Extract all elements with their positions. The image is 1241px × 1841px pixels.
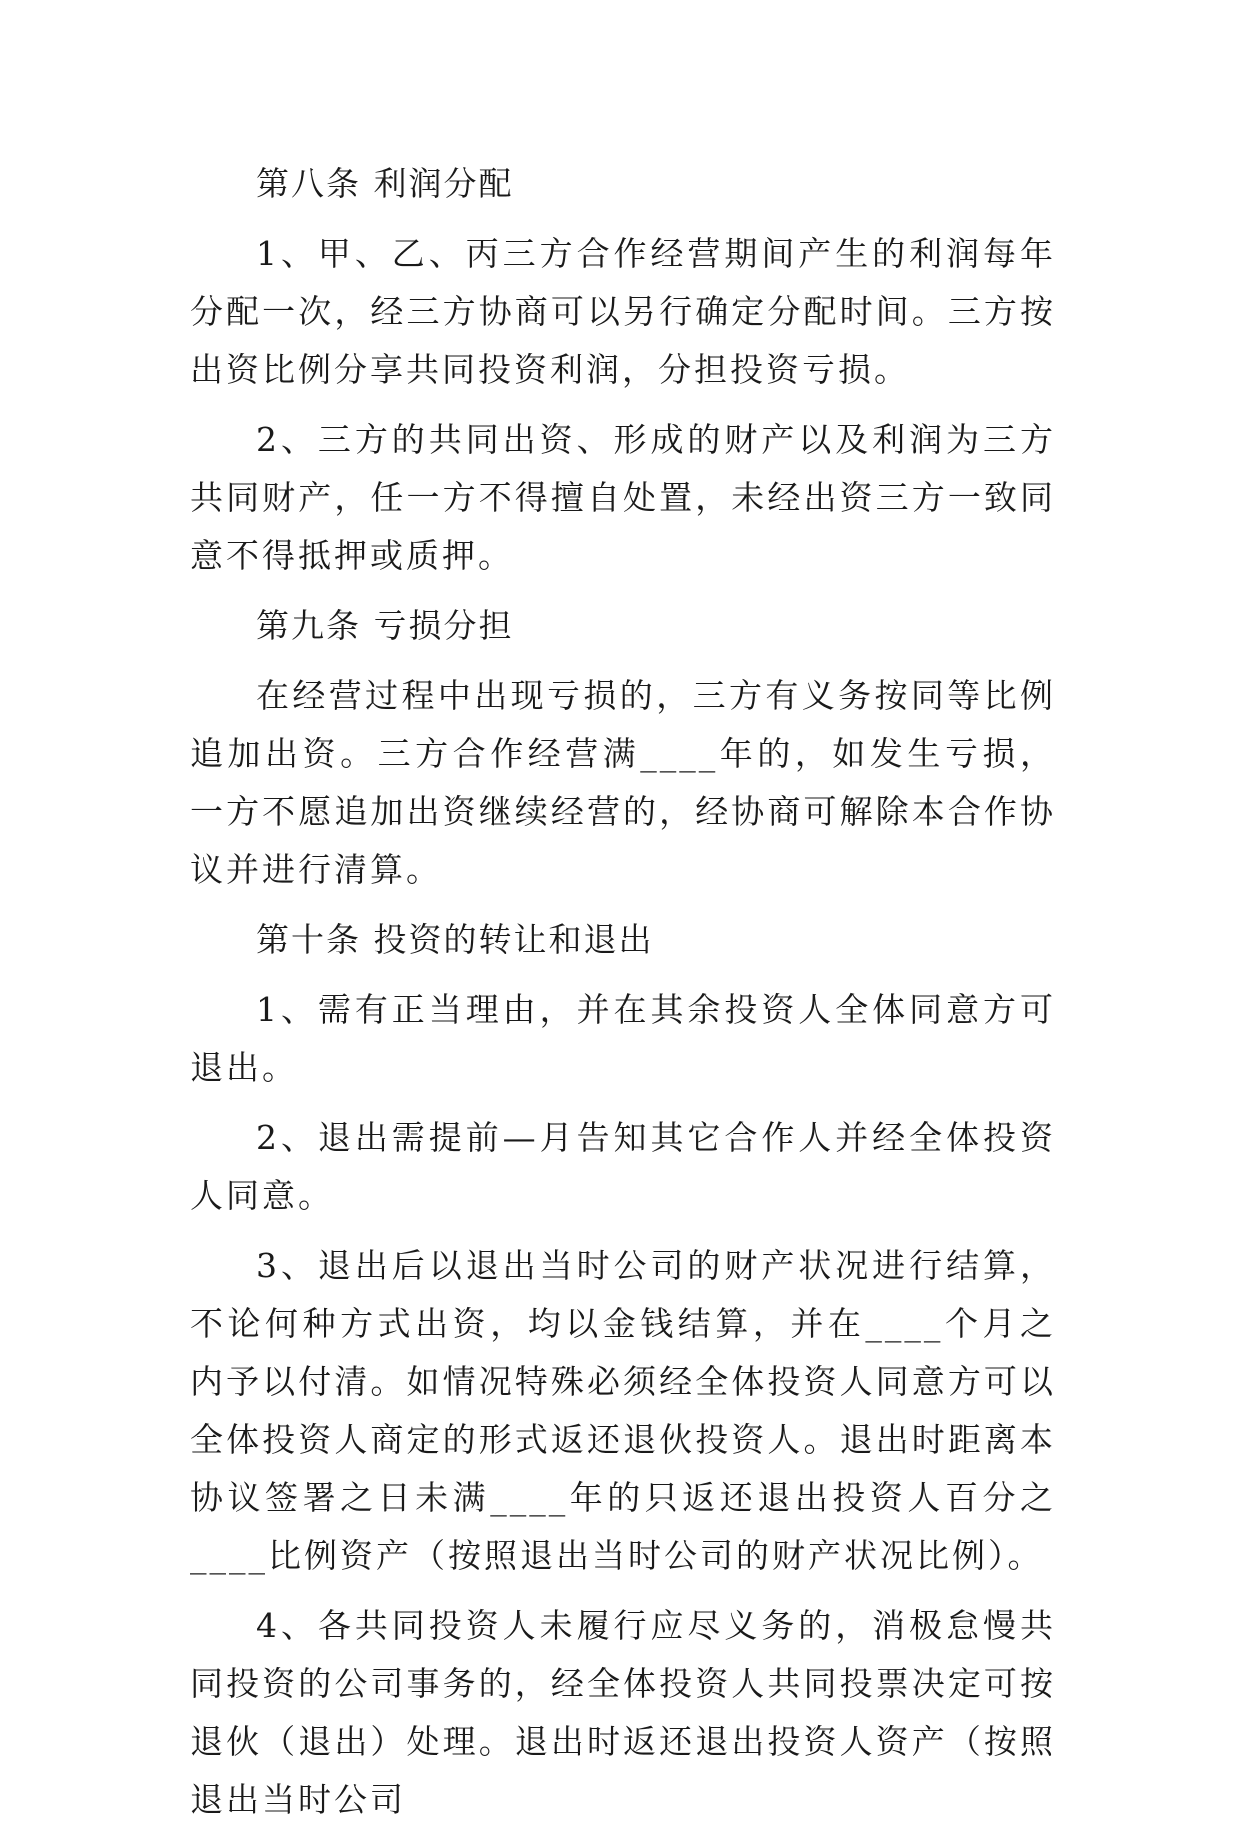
- article-10-clause-2: 2、退出需提前—月告知其它合作人并经全体投资人同意。: [190, 1118, 1056, 1215]
- article-9-heading: 第九条 亏损分担: [256, 606, 514, 645]
- article-8-clause-1: 1、甲、乙、丙三方合作经营期间产生的利润每年分配一次，经三方协商可以另行确定分配时间。三方按出资比例分享共同投资利润，分担投资亏损。: [190, 234, 1056, 389]
- article-10-heading: 第十条 投资的转让和退出: [256, 920, 654, 959]
- article-10-clause-1: 1、需有正当理由，并在其余投资人全体同意方可退出。: [190, 990, 1056, 1087]
- article-9-body: 在经营过程中出现亏损的，三方有义务按同等比例追加出资。三方合作经营满____年的，如发生亏损，一方不愿追加出资继续经营的，经协商可解除本合作协议并进行清算。: [190, 676, 1056, 889]
- article-8-clause-2: 2、三方的共同出资、形成的财产以及利润为三方共同财产，任一方不得擅自处置，未经出资三方一致同意不得抵押或质押。: [190, 420, 1056, 575]
- article-10-clause-3: 3、退出后以退出当时公司的财产状况进行结算，不论何种方式出资，均以金钱结算，并在____个月之内予以付清。如情况特殊必须经全体投资人同意方可以全体投资人商定的形式返还退伙投资人。退出时距离本协议签署之日未满____年的只返还退出投资人百分之____比例资产（按照退出当时公司的财产状况比例）。: [190, 1246, 1056, 1575]
- article-8-heading: 第八条 利润分配: [256, 164, 514, 203]
- document-page: [190, 155, 1056, 1841]
- article-10-clause-4: 4、各共同投资人未履行应尽义务的，消极怠慢共同投资的公司事务的，经全体投资人共同投票决定可按退伙（退出）处理。退出时返还退出投资人资产（按照退出当时公司: [190, 1606, 1056, 1819]
